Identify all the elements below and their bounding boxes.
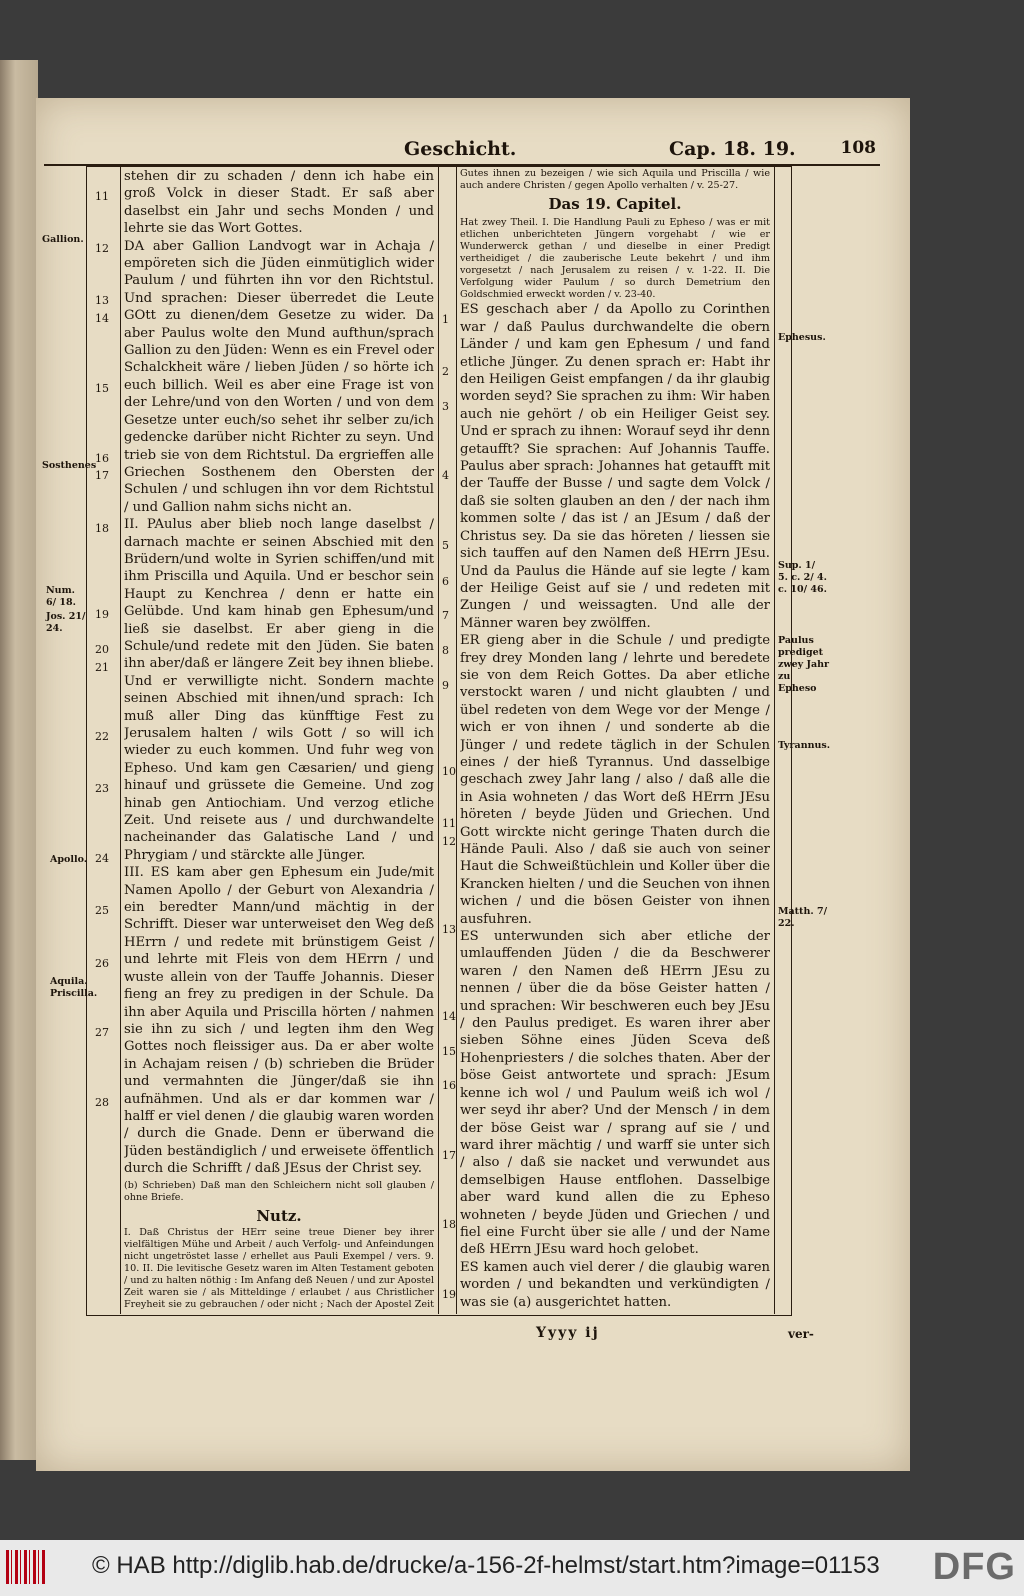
source-link[interactable]: © HAB http://diglib.hab.de/drucke/a-156-2f-helmst/start.htm?image=01153	[92, 1552, 880, 1579]
left-text-column	[124, 168, 434, 1312]
paragraph: III. ES kam aber gen Ephesum ein Jude/mit Namen Apollo / der Geburt von Alexandria / ein beredter Mann/und mächtig in der Schrifft. Dieser war unterweiset den Weg deß HErrn / und redete mit brünstigem Geist / und lehrte mit Fleis von dem HErrn / und wuste allein von der Tauffe Johannis. Dieser fieng an frey zu predigen in der Schule. Da ihn aber Aquila und Priscilla hörten / nahmen sie ihn zu sich / und legten ihm den Weg Gottes noch fleissiger aus. Da er aber wolte in Achajam reisen / (b) schrieben die Brüder und vermahnten die Jünger/daß sie ihn aufnähmen. Und als er dar kommen war / halff er viel denen / die glaubig waren worden / durch die Gnade. Denn er überwand die Jüden beständiglich / und erweisete öffentlich durch die Schrifft / daß JEsus der Christ sey.	[124, 865, 434, 1177]
verse-number: 19	[442, 1288, 456, 1301]
margin-note-apollo: Apollo.	[50, 854, 88, 865]
catchword: ver-	[788, 1327, 814, 1341]
margin-note-matth: Matth. 7/ 22.	[778, 906, 828, 929]
verse-number: 24	[95, 852, 109, 865]
hab-barcode-icon	[6, 1550, 46, 1584]
verse-number: 2	[442, 365, 449, 378]
verse-number: 21	[95, 661, 109, 674]
verse-number: 15	[442, 1045, 456, 1058]
paragraph: ES kamen auch viel derer / die glaubig waren worden / und bekandten und verkündigten / was sie (a) ausgerichtet hatten.	[460, 1259, 770, 1310]
paragraph: stehen dir zu schaden / denn ich habe ein groß Volck in dieser Stadt. Er saß aber daselbst ein Jahr und sechs Monden / und lehrte sie das Wort Gottes.	[124, 169, 434, 237]
chapter-summary: Hat zwey Theil. I. Die Handlung Pauli zu Epheso / was er mit etlichen unberichteten Jüngern vorgehabt / wie er Wunderwerck gethan / und dieselbe in einer Predigt vertheidiget / die zauberische Leute bekehrt / und ihm vorgesetzt / nach Jerusalem zu reisen / v. 1-22. II. Die Verfolgung wider Paulum / so durch Demetrium den Goldschmied erweckt worden / v. 23-40.	[460, 217, 770, 301]
verse-number: 8	[442, 644, 449, 657]
nutz-heading: Nutz.	[256, 1206, 302, 1225]
verse-number: 19	[95, 608, 109, 621]
dfg-logo: DFG	[932, 1546, 1016, 1588]
chapter-heading: Das 19. Capitel.	[548, 195, 682, 213]
page-number: 108	[840, 138, 876, 158]
verse-number: 23	[95, 782, 109, 795]
paragraph: ES geschach aber / da Apollo zu Corinthen war / daß Paulus durchwandelte die obern Länder / und kam gen Ephesum / und fand etliche Jünger. Zu denen sprach er: Habt ihr den Heiligen Geist empfangen / da ihr glaubig worden seyd? Sie sprachen zu ihm: Wir haben auch nie gehört / ob ein Heiliger Geist sey. Und er sprach zu ihnen: Worauf seyd ihr denn getaufft? Sie sprachen: Auf Johannis Tauffe. Paulus aber sprach: Johannes hat getaufft mit der Tauffe der Busse / und sagte dem Volck / daß sie solten glauben an den / der nach ihm kommen solte / das ist / an JEsum / daß der Christus sey. Da sie das höreten / liessen sie sich tauffen auf den Namen deß HErrn JEsu. Und da Paulus die Hände auf sie legte / kam der Heilige Geist auf sie / und redeten mit Zungen / und weissagten. Und alle der Männer waren bey zwölffen.	[460, 302, 770, 631]
verse-number: 1	[442, 313, 449, 326]
running-title: Geschicht.	[404, 138, 517, 160]
verse-number: 7	[442, 609, 449, 622]
paragraph: ES unterwunden sich aber etliche der umlauffenden Jüden / die da Beschwerer waren / den Namen deß HErrn JEsu zu nennen / über die da böse Geister hatten / und sprachen: Wir beschweren euch bey JEsu / den Paulus prediget. Es waren ihrer aber sieben Söhne eines Jüden Sceva deß Hohenpriesters / die solches thaten. Aber der böse Geist antwortete und sprach: JEsum kenne ich wol / und Paulum weiß ich wol / wer seyd ihr aber? Und der Mensch / in dem der böse Geist war / sprang auf sie / und ward ihrer mächtig / und warff sie unter sich / also / daß sie nacket und verwundet aus demselbigen Hause entflohen. Dasselbige aber ward kund allen die zu Epheso wohneten / beyde Jüden und Griechen / und fiel eine Furcht über sie alle / und der Name deß HErrn JEsu ward hoch gelobet.	[460, 929, 770, 1258]
book-edge	[0, 60, 38, 1460]
margin-note-ephesus: Ephesus.	[778, 332, 826, 343]
column-divider-left	[438, 166, 439, 1314]
paragraph: II. PAulus aber blieb noch lange daselbst / darnach machte er seinen Abschied mit den Brüdern/und wolte in Syrien schiffen/und mit ihm Priscilla und Aquila. Und er beschor sein Haupt zu Kenchrea / denn er hatte ein Gelübde. Und kam hinab gen Ephesum/und ließ sie daselbst. Er aber gieng in die Schule/und redete mit den Jüden. Sie baten ihn aber/daß er längere Zeit bey ihnen bliebe. Und er verwilligte nicht. Sondern machte seinen Abschied mit ihnen/und sprach: Ich muß aller Ding das künfftige Fest zu Jerusalem halten / wils Gott / so will ich wieder zu euch kommen. Und fuhr weg von Epheso. Und kam gen Cæsarien/ und gieng hinauf und grüssete die Gemeine. Und zog hinab gen Antiochiam. Und verzog etliche Zeit. Und reisete aus / und durchwandelte nacheinander das Galatische Land / und Phrygiam / und stärckte alle Jünger.	[124, 517, 434, 863]
verse-number: 4	[442, 469, 449, 482]
paragraph: DA aber Gallion Landvogt war in Achaja / empöreten sich die Jüden einmütiglich wider Paulum / und führten ihn vor den Richtstul. Und sprachen: Dieser überredet die Leute GOtt zu dienen/dem Gesetze zu wider. Da aber Paulus wolte den Mund aufthun/sprach Gallion zu den Jüden: Wenn es ein Frevel oder Schalckheit wäre / lieben Jüden / so hörte ich euch billich. Weil es aber eine Frage ist von der Lehre/und von den Worten / und von dem Gesetze unter euch/so sehet ihr selber zu/ich gedencke darüber nicht Richter zu seyn. Und trieb sie von dem Richtstul. Da ergrieffen alle Griechen Sosthenem den Obersten der Schulen / und schlugen ihn vor dem Richtstul / und Gallion nahm sichs nicht an.	[124, 238, 434, 515]
footnote-b: (b) Schrieben) Daß man den Schleichern nicht soll glauben / ohne Briefe.	[124, 1179, 434, 1203]
verse-number: 9	[442, 679, 449, 692]
book-page	[36, 98, 910, 1471]
verse-number: 5	[442, 539, 449, 552]
verse-number: 11	[95, 190, 109, 203]
verse-number: 10	[442, 765, 456, 778]
margin-note-jos: Jos. 21/ 24.	[46, 611, 86, 634]
verse-number: 11	[442, 817, 456, 830]
nutz-text: I. Daß Christus der HErr seine treue Diener bey ihrer vielfältigen Mühe und Arbeit / auch Verfolg- und Anfeindungen nicht ungetröstet lasse / erhellet aus Pauli Exempel / vers. 9. 10. II. Die levitische Gesetz waren im Alten Testament geboten / und zu halten nöthig : Im Anfang deß Neuen / und zur Apostel Zeit waren sie / als Mitteldinge / erlaubet / aus Christlicher Freyheit sie zu gebrauchen / oder nicht ; Nach der Apostel Zeit	[124, 1226, 434, 1310]
verse-number: 13	[442, 923, 456, 936]
viewer-footer	[0, 1540, 1024, 1596]
margin-note-num: Num. 6/ 18.	[46, 585, 76, 608]
verse-number: 6	[442, 575, 449, 588]
verse-number: 14	[442, 1010, 456, 1023]
verse-number: 12	[95, 242, 109, 255]
margin-note-sosthenes: Sosthenes	[42, 460, 97, 471]
margin-note-gallion: Gallion.	[42, 234, 84, 245]
verse-number: 26	[95, 957, 109, 970]
chapter-18-tail: Gutes ihnen zu bezeigen / wie sich Aquila und Priscilla / wie auch andere Christen / gegen Apollo verhalten / v. 25-27.	[460, 168, 770, 191]
verse-number: 20	[95, 643, 109, 656]
right-text-column	[460, 168, 770, 1312]
paragraph: ER gieng aber in die Schule / und predigte frey drey Monden lang / lehrte und beredete sie von dem Reich Gottes. Da aber etliche verstockt waren / und nicht glaubten / und übel redeten von dem Wege vor der Menge / wich er von ihnen / und sonderte ab die Jünger / und redete täglich in der Schulen eines / der hieß Tyrannus. Und dasselbige geschach zwey Jahr lang / also / daß alle die in Asia wohneten / das Wort deß HErrn JEsu höreten / beyde Jüden und Griechen. Und Gott wirckte nicht geringe Thaten durch die Hände Pauli. Also / daß sie auch von seiner Haut die Schweißtüchlein und Koller über die Krancken hielten / und die Seuchen von ihnen wichen / und die bösen Geister von ihnen ausfuhren.	[460, 633, 770, 927]
running-header	[44, 138, 880, 166]
signature-mark: Yyyy ij	[536, 1325, 600, 1341]
verse-number: 28	[95, 1096, 109, 1109]
verse-number: 13	[95, 294, 109, 307]
verse-number: 18	[95, 522, 109, 535]
verse-number: 15	[95, 382, 109, 395]
verse-number: 16	[95, 452, 109, 465]
margin-note-aquila: Aquila. Priscilla.	[50, 976, 98, 999]
verse-number: 22	[95, 730, 109, 743]
right-margin-rule	[774, 166, 775, 1314]
verse-number: 17	[95, 469, 109, 482]
footnote-a	[460, 1311, 770, 1312]
verse-number: 16	[442, 1079, 456, 1092]
verse-number: 12	[442, 835, 456, 848]
verse-number: 25	[95, 904, 109, 917]
margin-note-sup: Sup. 1/ 5. c. 2/ 4. c. 10/ 46.	[778, 560, 827, 595]
left-verse-rule	[120, 166, 121, 1314]
chapter-label: Cap. 18. 19.	[669, 138, 796, 160]
verse-number: 14	[95, 312, 109, 325]
verse-number: 17	[442, 1149, 456, 1162]
margin-note-tyrannus: Tyrannus.	[778, 740, 831, 751]
column-divider-right	[456, 166, 457, 1314]
margin-note-paulus: Paulus prediget zwey Jahr zu Epheso	[778, 635, 830, 694]
verse-number: 3	[442, 400, 449, 413]
verse-number: 18	[442, 1218, 456, 1231]
verse-number: 27	[95, 1026, 109, 1039]
